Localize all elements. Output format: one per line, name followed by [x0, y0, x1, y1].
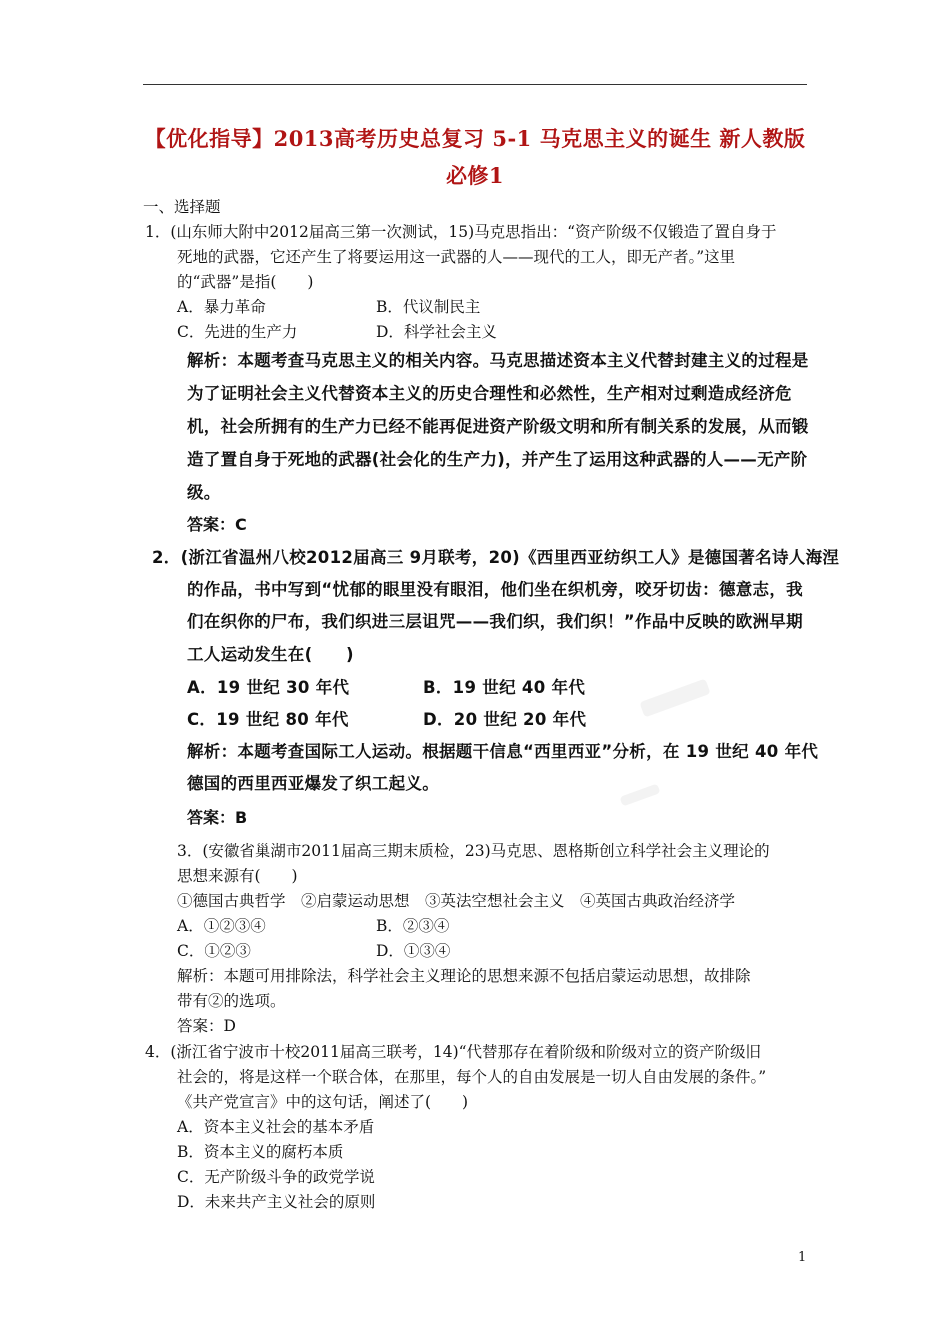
answer-3: 答案：D: [177, 1017, 236, 1035]
scan-watermark: [639, 679, 710, 718]
page-number: 1: [798, 1250, 807, 1265]
question-2-text: 们在织你的尸布，我们织进三层诅咒——我们织，我们织！”作品中反映的欧洲早期: [187, 612, 803, 631]
document-title-line2: 必修1: [445, 163, 505, 188]
explanation-3: 带有②的选项。: [177, 992, 286, 1010]
option-a: A．暴力革命: [177, 298, 266, 316]
question-4-text: 《共产党宣言》中的这句话，阐述了( ): [177, 1093, 469, 1111]
explanation-1: 解析：本题考查马克思主义的相关内容。马克思描述资本主义代替封建主义的过程是: [187, 351, 809, 370]
document-title: 【优化指导】2013高考历史总复习 5-1 马克思主义的诞生 新人教版: [144, 126, 806, 151]
explanation-3: 解析：本题可用排除法，科学社会主义理论的思想来源不包括启蒙运动思想，故排除: [177, 967, 751, 985]
option-b: B．19 世纪 40 年代: [423, 678, 586, 697]
option-b: B．②③④: [376, 917, 450, 935]
explanation-1: 级。: [187, 483, 221, 502]
question-4-text: 4．(浙江省宁波市十校2011届高三联考，14)“代替那存在着阶级和阶级对立的资产阶级旧: [145, 1043, 762, 1061]
question-3-sources: ①德国古典哲学 ②启蒙运动思想 ③英法空想社会主义 ④英国古典政治经济学: [177, 892, 736, 910]
option-d: D．20 世纪 20 年代: [423, 710, 587, 729]
option-d: D．①③④: [376, 942, 451, 960]
header-rule: [143, 84, 807, 85]
option-a: A．19 世纪 30 年代: [187, 678, 350, 697]
option-c: C．先进的生产力: [177, 323, 298, 341]
answer-2: 答案：B: [187, 808, 248, 827]
option-c: C．无产阶级斗争的政党学说: [177, 1168, 375, 1186]
explanation-1: 为了证明社会主义代替资本主义的历史合理性和必然性，生产相对过剩造成经济危: [187, 384, 792, 403]
section-heading: 一、选择题: [143, 198, 221, 216]
question-3-text: 3．(安徽省巢湖市2011届高三期末质检，23)马克思、恩格斯创立科学社会主义理论的: [177, 842, 770, 860]
option-c: C．①②③: [177, 942, 251, 960]
scan-watermark: [619, 783, 660, 806]
option-d: D．科学社会主义: [376, 323, 497, 341]
question-1-text: 死地的武器，它还产生了将要运用这一武器的人——现代的工人，即无产者。”这里: [177, 248, 736, 266]
question-4-text: 社会的，将是这样一个联合体，在那里，每个人的自由发展是一切人自由发展的条件。”: [177, 1068, 767, 1086]
option-b: B．代议制民主: [376, 298, 481, 316]
option-a: A．资本主义社会的基本矛盾: [177, 1118, 375, 1136]
question-2-text: 工人运动发生在( ): [187, 645, 354, 664]
question-1-text: 1．(山东师大附中2012届高三第一次测试，15)马克思指出：“资产阶级不仅锻造了置自身于: [145, 223, 777, 241]
option-c: C．19 世纪 80 年代: [187, 710, 349, 729]
option-b: B．资本主义的腐朽本质: [177, 1143, 344, 1161]
option-d: D．未来共产主义社会的原则: [177, 1193, 376, 1211]
question-2-text: 的作品，书中写到“忧郁的眼里没有眼泪，他们坐在织机旁，咬牙切齿：德意志，我: [187, 580, 803, 599]
explanation-1: 造了置自身于死地的武器(社会化的生产力)，并产生了运用这种武器的人——无产阶: [187, 450, 808, 469]
answer-1: 答案：C: [187, 515, 247, 534]
question-2-text: 2．(浙江省温州八校2012届高三 9月联考，20)《西里西亚纺织工人》是德国著名诗人海涅: [152, 548, 840, 567]
explanation-2: 德国的西里西亚爆发了织工起义。: [187, 774, 439, 793]
option-a: A．①②③④: [177, 917, 266, 935]
question-3-text: 思想来源有( ): [177, 867, 298, 885]
explanation-1: 机，社会所拥有的生产力已经不能再促进资产阶级文明和所有制关系的发展，从而锻: [187, 417, 809, 436]
question-1-text: 的“武器”是指( ): [177, 273, 314, 291]
explanation-2: 解析：本题考查国际工人运动。根据题干信息“西里西亚”分析，在 19 世纪 40 年代: [187, 742, 819, 761]
